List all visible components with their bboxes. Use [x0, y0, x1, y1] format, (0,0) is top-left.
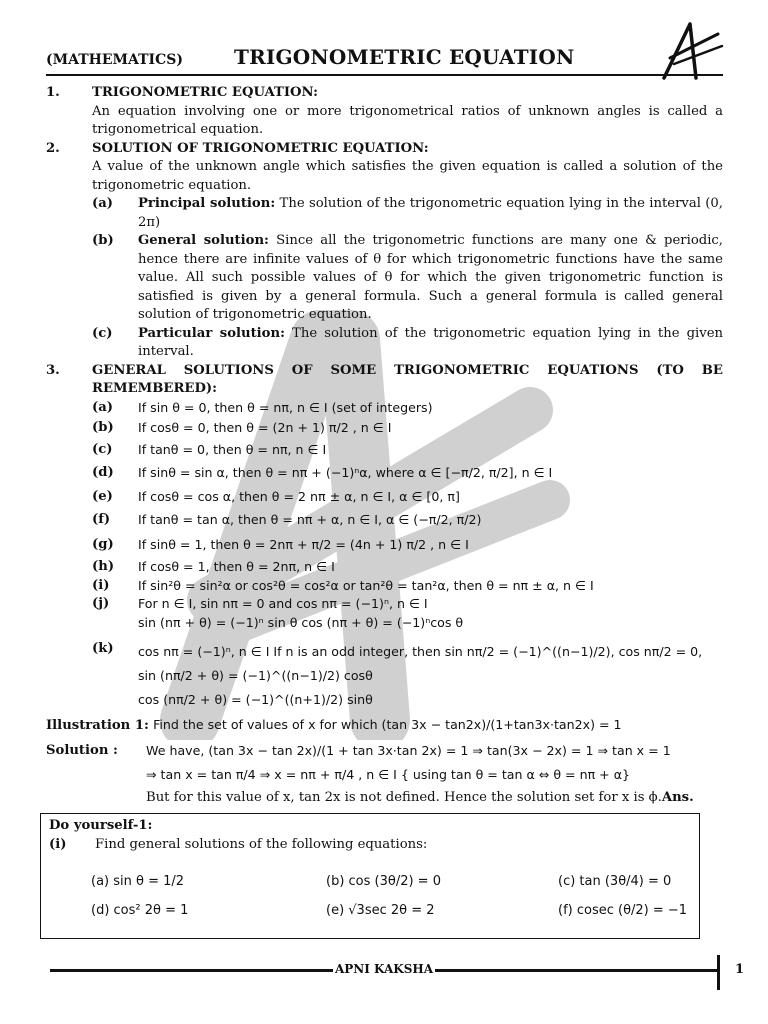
section-heading: SOLUTION OF TRIGONOMETRIC EQUATION: [92, 140, 429, 156]
answer-marker: Ans. [661, 789, 694, 805]
general-item [92, 595, 723, 632]
item-text: If sin²θ = sin²α or cos²θ = cos²α or tan²θ = tan²α, then θ = nπ ± α, n ∈ I [138, 577, 594, 593]
section-text: An equation involving one or more trigonometrical ratios of unknown angles is called a trigonometrical equation. [92, 103, 723, 137]
sub-text: The solution of the trigonometric equation lying in the interval (0, 2π) [138, 196, 723, 230]
solution-line-3: But for this value of x, tan 2x is not defined. Hence the solution set for x is ϕ. [146, 789, 662, 805]
illustration-label: Illustration 1: [46, 718, 149, 733]
exercise-item: (e) √3sec 2θ = 2 [326, 903, 435, 918]
section-3 [46, 362, 723, 399]
general-item [92, 488, 723, 507]
subsection-principal [92, 195, 723, 232]
item-label: (a) [92, 399, 114, 415]
item-label: (b) [92, 420, 114, 435]
item-text-3: cos (nπ/2 + θ) = (−1)^((n+1)/2) sinθ [138, 692, 373, 707]
item-label: (d) [92, 465, 114, 480]
general-item [92, 441, 723, 460]
header-divider [46, 74, 723, 76]
sub-label: (c) [92, 325, 113, 341]
general-item [92, 511, 723, 530]
exercise-item: (c) tan (3θ/4) = 0 [558, 874, 672, 889]
section-number: 1. [46, 85, 60, 100]
sub-heading: Principal solution: [138, 196, 276, 211]
footer-brand: APNI KAKSHA [334, 962, 434, 976]
general-item [92, 464, 723, 483]
item-label: (g) [92, 536, 114, 552]
section-1 [46, 84, 723, 140]
solution-line-1: We have, (tan 3x − tan 2x)/(1 + tan 3x·tan 2x) = 1 ⇒ tan(3x − 2x) = 1 ⇒ tan x = 1 [146, 742, 671, 758]
exercise-item: (f) cosec (θ/2) = −1 [558, 903, 688, 918]
solution-label: Solution : [46, 742, 118, 758]
illustration-text: Find the set of values of x for which (tan 3x − tan2x)/(1+tan3x·tan2x) = 1 [153, 717, 622, 732]
general-item [92, 640, 723, 712]
item-text: If sinθ = 1, then θ = 2nπ + π/2 = (4n + 1) π/2 , n ∈ I [138, 536, 469, 552]
section-text: A value of the unknown angle which satisfies the given equation is called a solution of the trigonometric equation. [92, 159, 723, 193]
item-text: If cosθ = 1, then θ = 2nπ, n ∈ I [138, 559, 335, 574]
subsection-particular [92, 325, 723, 362]
sub-text: Since all the trigonometric functions are many one & periodic, hence there are infinite values of θ for which trigonometric functions have the same value. All such possible values of θ for which the given trigonometric function is satisfied is given by a general formula. Such a general formula is called general solution of trigonometric equation. [138, 233, 723, 322]
item-label: (e) [92, 488, 113, 504]
general-item [92, 419, 723, 438]
section-number: 3. [46, 362, 60, 378]
subsection-general [92, 232, 723, 325]
sub-heading: General solution: [138, 233, 269, 248]
footer-rule-left [50, 969, 333, 972]
general-item [92, 558, 723, 577]
item-label: (i) [92, 577, 110, 593]
solution-line-2: ⇒ tan x = tan π/4 ⇒ x = nπ + π/4 , n ∈ I { using tan θ = tan α ⇔ θ = nπ + α} [146, 767, 631, 782]
sub-label: (b) [92, 233, 114, 248]
section-number: 2. [46, 140, 60, 156]
page-title: TRIGONOMETRIC EQUATION [234, 45, 575, 69]
item-text: If sin θ = 0, then θ = nπ, n ∈ I (set of integers) [138, 399, 433, 415]
exercise-item: (b) cos (3θ/2) = 0 [326, 874, 441, 889]
item-text-2: sin (nπ + θ) = (−1)ⁿ sin θ cos (nπ + θ) = (−1)ⁿcos θ [138, 614, 464, 630]
item-label: (c) [92, 441, 113, 457]
item-label: (k) [92, 641, 114, 656]
subject-label: (MATHEMATICS) [46, 52, 183, 68]
solution [46, 742, 723, 761]
item-text: If cosθ = 0, then θ = (2n + 1) π/2 , n ∈ I [138, 420, 392, 435]
section-heading: GENERAL SOLUTIONS OF SOME TRIGONOMETRIC EQUATIONS (TO BE REMEMBERED): [92, 362, 723, 396]
item-text: If tanθ = tan α, then θ = nπ + α, n ∈ I, α ∈ (−π/2, π/2) [138, 512, 482, 527]
document-body [46, 84, 723, 807]
solution-line-3-wrap [146, 789, 723, 808]
exercise-item: (d) cos² 2θ = 1 [91, 903, 189, 918]
section-2 [46, 140, 723, 196]
section-heading: TRIGONOMETRIC EQUATION: [92, 85, 318, 100]
item-label: (j) [92, 596, 110, 611]
item-text: If tanθ = 0, then θ = nπ, n ∈ I [138, 441, 327, 457]
sub-heading: Particular solution: [138, 325, 285, 341]
sub-label: (a) [92, 196, 114, 211]
item-text: cos nπ = (−1)ⁿ, n ∈ I If n is an odd integer, then sin nπ/2 = (−1)^((n−1)/2), cos nπ/2 = 0, [138, 644, 703, 659]
exercise-item: (a) sin θ = 1/2 [91, 874, 185, 889]
general-item [92, 399, 723, 418]
item-text-2: sin (nπ/2 + θ) = (−1)^((n−1)/2) cosθ [138, 668, 373, 683]
item-label: (h) [92, 559, 115, 574]
item-label: (f) [92, 512, 111, 527]
illustration [46, 716, 723, 736]
footer-rule-right [435, 969, 717, 972]
item-text: If cosθ = cos α, then θ = 2 nπ ± α, n ∈ I, α ∈ [0, π] [138, 488, 460, 504]
brand-logo-icon [646, 20, 726, 80]
box-title: Do yourself-1: [49, 818, 153, 833]
sub-text: The solution of the trigonometric equation lying in the given interval. [138, 325, 723, 359]
general-item [92, 536, 723, 555]
exercise-prompt: Find general solutions of the following equations: [95, 837, 428, 852]
exercise-label: (i) [49, 837, 67, 852]
general-item [92, 577, 723, 596]
item-text: If sinθ = sin α, then θ = nπ + (−1)ⁿα, where α ∈ [−π/2, π/2], n ∈ I [138, 465, 553, 480]
item-text: For n ∈ I, sin nπ = 0 and cos nπ = (−1)ⁿ, n ∈ I [138, 596, 428, 611]
do-yourself-box [40, 813, 700, 939]
page-number: 1 [735, 962, 745, 977]
footer-tick [717, 955, 720, 990]
